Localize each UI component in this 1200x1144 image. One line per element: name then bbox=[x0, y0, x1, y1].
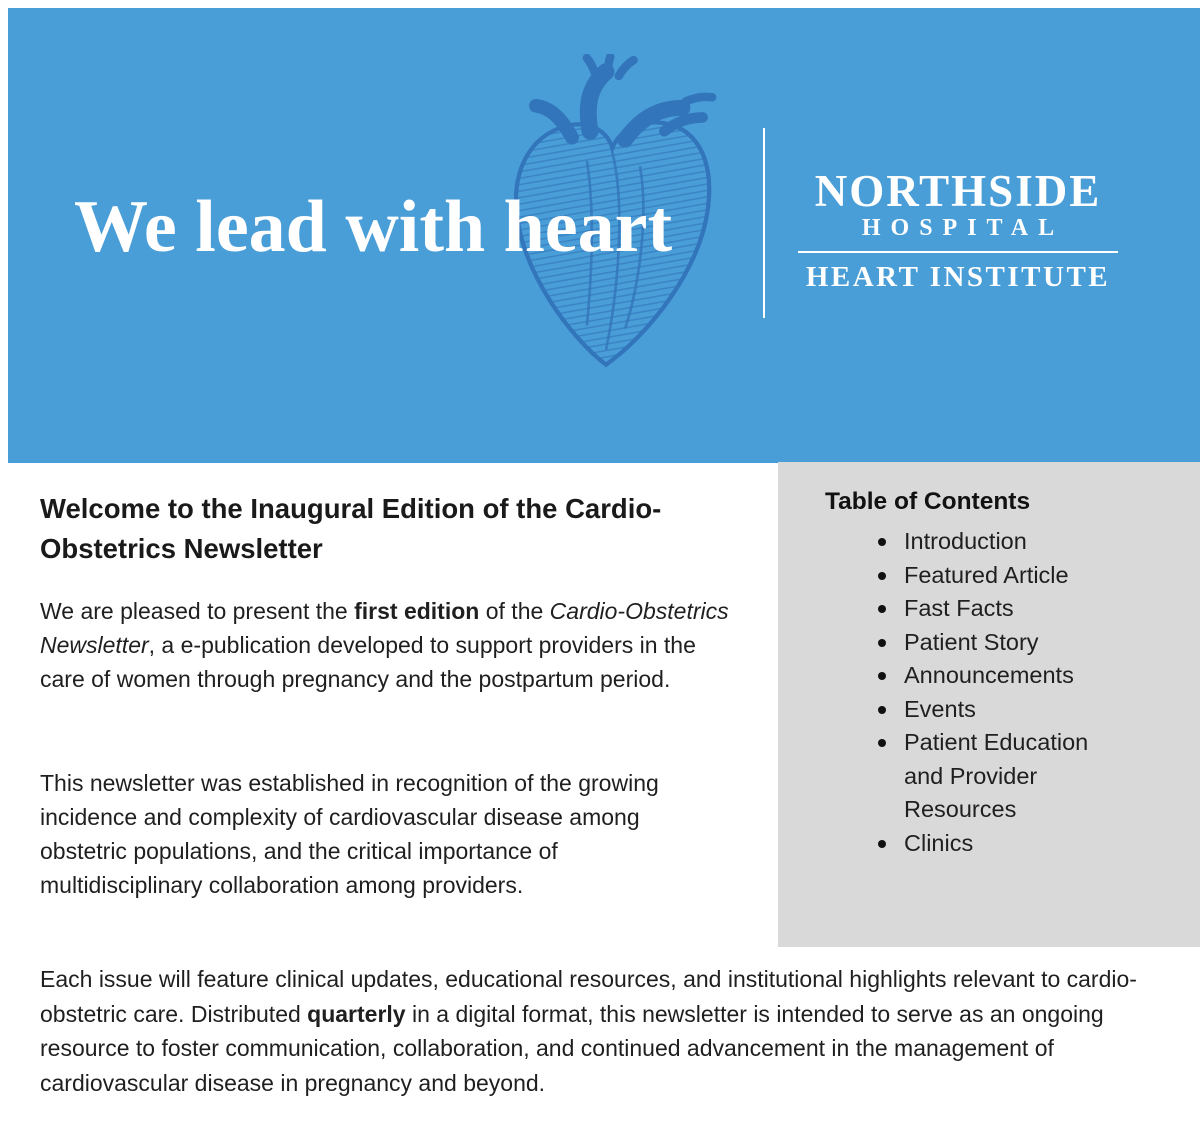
paragraph-cadence bbox=[40, 962, 1165, 1100]
toc-item: Events bbox=[875, 693, 1120, 727]
text-run: Each issue will feature clinical updates, educational resources, and institutional highlights relevant to cardio-obstetric care. Distributed bbox=[40, 966, 1137, 1027]
logo-rule bbox=[798, 251, 1118, 253]
text-run: , a e-publication developed to support providers in the care of women through pregnancy and the postpartum period. bbox=[40, 632, 696, 692]
toc-list bbox=[875, 525, 1120, 860]
text-run: quarterly bbox=[307, 1000, 406, 1027]
text-run: We are pleased to present the bbox=[40, 598, 355, 624]
toc-item: Patient Story bbox=[875, 626, 1120, 660]
toc-item: Announcements bbox=[875, 659, 1120, 693]
paragraph-recognition bbox=[40, 766, 708, 902]
text-run: Cardio-Obstetrics Newsletter bbox=[40, 598, 729, 658]
toc-title: Table of Contents bbox=[825, 488, 1031, 515]
logo-divider bbox=[763, 128, 765, 318]
logo-hospital-name: NORTHSIDE bbox=[814, 166, 1102, 216]
toc-item: Introduction bbox=[875, 525, 1120, 559]
logo-hospital-word: HOSPITAL bbox=[861, 215, 1065, 241]
masthead-banner bbox=[8, 8, 1200, 463]
text-run: first edition bbox=[354, 598, 480, 624]
text-run: in a digital format, this newsletter is intended to serve as an ongoing resource to foster communication, collaboration, and continued advancement in the management of cardiovascular disease in pregnancy and beyond. bbox=[40, 1000, 1104, 1096]
toc-item: Clinics bbox=[875, 827, 1120, 861]
paragraph-intro bbox=[40, 594, 746, 696]
article-heading: Welcome to the Inaugural Edition of the Cardio-Obstetrics Newsletter bbox=[40, 493, 662, 564]
toc-item: Featured Article bbox=[875, 559, 1120, 593]
table-of-contents-box bbox=[778, 462, 1200, 947]
toc-item: Fast Facts bbox=[875, 592, 1120, 626]
tagline: We lead with heart bbox=[74, 186, 673, 268]
text-run: This newsletter was established in recognition of the growing incidence and complexity of cardiovascular disease among obstetric populations, and the critical importance of multidisciplinary collaboration among providers. bbox=[40, 770, 659, 898]
toc-item: Patient Education and Provider Resources bbox=[875, 726, 1120, 827]
logo-division: HEART INSTITUTE bbox=[805, 261, 1111, 293]
hospital-logo bbox=[798, 168, 1118, 293]
text-run: of the bbox=[479, 598, 550, 624]
